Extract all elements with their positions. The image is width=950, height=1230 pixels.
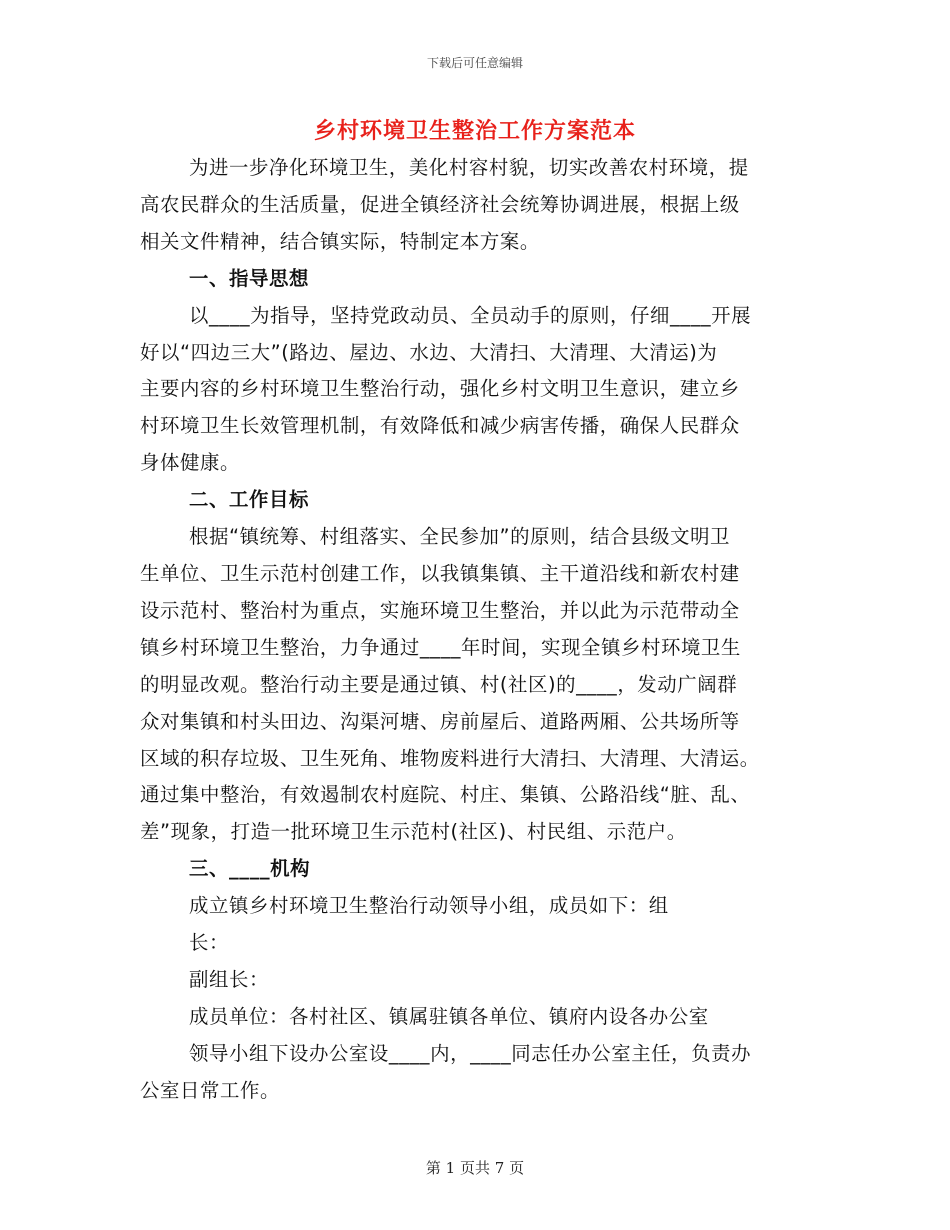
paragraph-line: 为进一步净化环境卫生，美化村容村貌，切实改善农村环境，提 (189, 156, 749, 179)
page-header-note: 下载后可任意编辑 (426, 56, 523, 70)
paragraph-line: 相关文件精神，结合镇实际，特制定本方案。 (140, 229, 540, 253)
paragraph-line: 的明显改观。整治行动主要是通过镇、村(社区)的____，发动广阔群 (140, 672, 738, 696)
paragraph-line: 以____为指导，坚持党政动员、全员动手的原则，仔细____开展 (189, 303, 752, 327)
paragraph-line: 根据“镇统筹、村组落实、全民参加”的原则，结合县级文明卫 (189, 525, 731, 549)
paragraph-line: 长： (189, 931, 229, 955)
paragraph-line: 区域的积存垃圾、卫生死角、堆物废料进行大清扫、大清理、大清运。 (140, 746, 760, 770)
paragraph-line: 主要内容的乡村环境卫生整治行动，强化乡村文明卫生意识，建立乡 (140, 377, 740, 401)
document-body (140, 150, 812, 1110)
document-title: 乡村环境卫生整治工作方案范本 (313, 119, 636, 144)
paragraph-line: 领导小组下设办公室设____内，____同志任办公室主任，负责办 (189, 1041, 752, 1065)
paragraph-line: 成员单位：各村社区、镇属驻镇各单位、镇府内设各办公室 (189, 1004, 709, 1028)
paragraph-line: 差”现象，打造一批环境卫生示范村(社区)、村民组、示范户。 (140, 820, 687, 844)
paragraph-line: 成立镇乡村环境卫生整治行动领导小组，成员如下：组 (189, 894, 669, 918)
paragraph-line: 副组长： (189, 967, 269, 991)
paragraph-line: 镇乡村环境卫生整治，力争通过____年时间，实现全镇乡村环境卫生 (140, 635, 741, 659)
paragraph-line: 村环境卫生长效管理机制，有效降低和减少病害传播，确保人民群众 (140, 414, 740, 438)
paragraph-line: 众对集镇和村头田边、沟渠河塘、房前屋后、道路两厢、公共场所等 (140, 709, 740, 733)
paragraph-line: 好以“四边三大”(路边、屋边、水边、大清扫、大清理、大清运)为 (140, 340, 718, 364)
paragraph-line: 生单位、卫生示范村创建工作，以我镇集镇、主干道沿线和新农村建 (140, 561, 740, 585)
page-number: 第 1 页共 7 页 (425, 1159, 525, 1177)
paragraph-line: 高农民群众的生活质量，促进全镇经济社会统筹协调进展，根据上级 (140, 192, 740, 216)
paragraph-line: 通过集中整治，有效遏制农村庭院、村庄、集镇、公路沿线“脏、乱、 (140, 783, 751, 807)
section-heading: 二、工作目标 (189, 488, 309, 512)
paragraph-line: 公室日常工作。 (140, 1078, 280, 1102)
section-heading: 三、____机构 (189, 857, 311, 881)
paragraph-line: 设示范村、整治村为重点，实施环境卫生整治，并以此为示范带动全 (140, 598, 740, 622)
paragraph-line: 身体健康。 (140, 451, 240, 475)
section-heading: 一、指导思想 (189, 266, 309, 290)
